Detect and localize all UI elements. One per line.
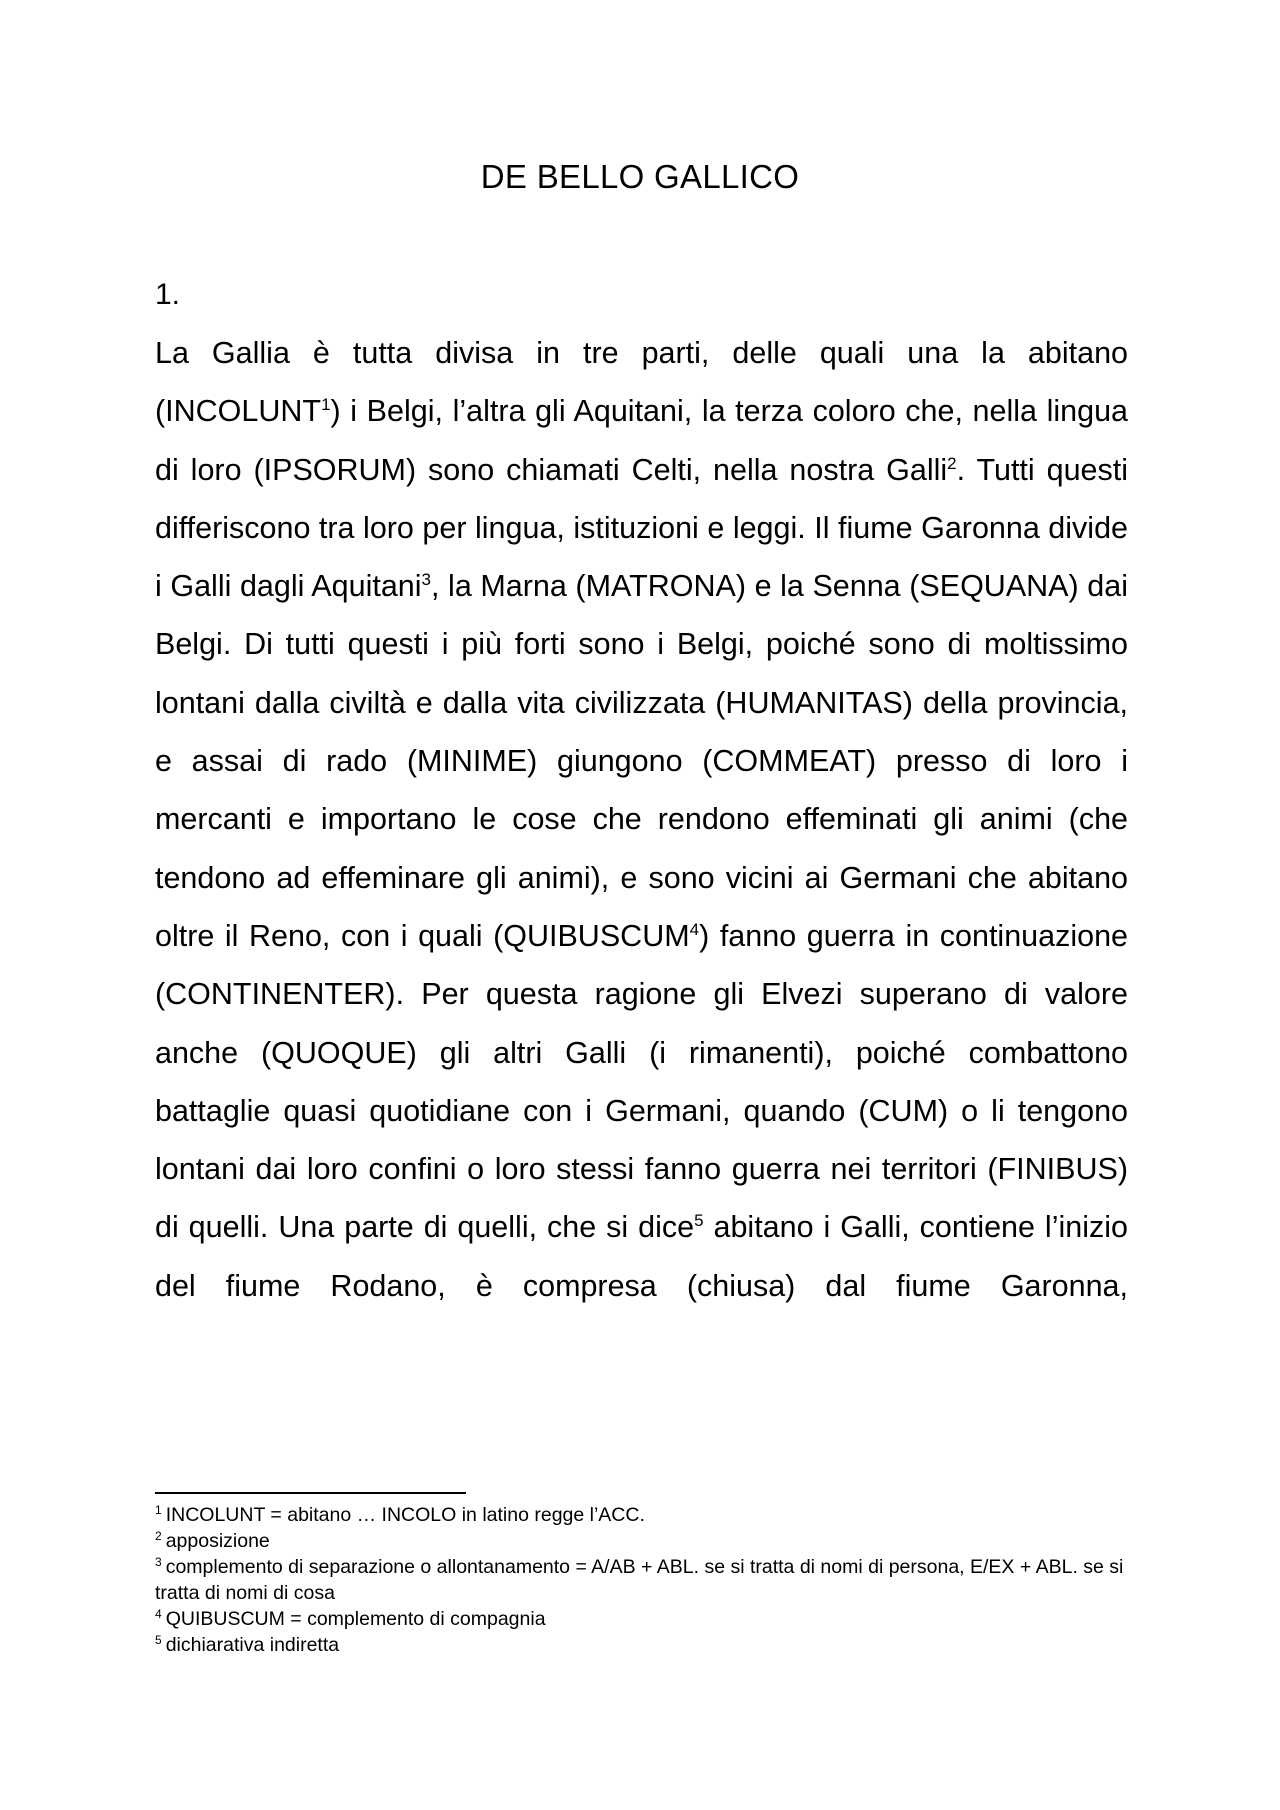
paragraph-text: ) fanno guerra in continuazione (CONTINENTER). Per questa ragione gli Elvezi superano di valore anche (QUOQUE) gli altri Galli (i rimanenti), poiché combattono battaglie quasi quotidiane con i Germani, quando (CUM) o li tengono lontani dai loro confini o loro stessi fanno guerra nei territori (FINIBUS) di quelli. Una parte di quelli, che si dice bbox=[155, 918, 1128, 1245]
footnote-number: 4 bbox=[155, 1606, 162, 1621]
footnote-number: 2 bbox=[155, 1528, 162, 1543]
paragraph-text: ) i Belgi, l’altra gli Aquitani, la terza coloro che, nella lingua di loro (IPSORUM) sono chiamati Celti, nella nostra Galli bbox=[155, 394, 1128, 487]
footnote-text: complemento di separazione o allontanamento = A/AB + ABL. se si tratta di nomi di persona, E/EX + ABL. se si tratta di nomi di cosa bbox=[155, 1556, 1124, 1604]
section-number: 1. bbox=[155, 278, 181, 311]
footnote-ref: 3 bbox=[421, 570, 431, 590]
footnote-number: 5 bbox=[155, 1632, 162, 1647]
body-paragraph bbox=[155, 324, 1128, 1315]
footnote-text: dichiarativa indiretta bbox=[165, 1634, 340, 1656]
paragraph-text: , la Marna (MATRONA) e la Senna (SEQUANA) dai Belgi. Di tutti questi i più forti sono i Belgi, poiché sono di moltissimo lontani dalla civiltà e dalla vita civilizzata (HUMANITAS) della provincia, e assai di rado (MINIME) giungono (COMMEAT) presso di loro i mercanti e importano le cose che rendono effeminati gli animi (che tendono ad effeminare gli animi), e sono vicini ai Germani che abitano oltre il Reno, con i quali (QUIBUSCUM bbox=[155, 569, 1128, 953]
footnote-number: 3 bbox=[155, 1554, 162, 1569]
footnote-text: QUIBUSCUM = complemento di compagnia bbox=[165, 1608, 546, 1630]
footnotes-list bbox=[155, 1502, 1130, 1658]
footnote-ref: 5 bbox=[694, 1211, 704, 1231]
footnote-separator bbox=[155, 1492, 466, 1494]
footnote-item bbox=[155, 1554, 1130, 1606]
footnote-ref: 2 bbox=[947, 453, 957, 473]
footnote-item bbox=[155, 1528, 1130, 1554]
footnote-text: apposizione bbox=[165, 1530, 270, 1552]
footnote-item bbox=[155, 1502, 1130, 1528]
footnote-ref: 1 bbox=[321, 395, 331, 415]
paragraph-text: . Tutti questi differiscono tra loro per lingua, istituzioni e leggi. Il fiume Garonna divide i Galli dagli Aquitani bbox=[155, 452, 1128, 604]
paragraph-text: La Gallia è tutta divisa in tre parti, delle quali una la abitano (INCOLUNT bbox=[155, 336, 1128, 429]
document-title: DE BELLO GALLICO bbox=[480, 158, 800, 195]
footnote-text: INCOLUNT = abitano … INCOLO in latino regge l’ACC. bbox=[165, 1504, 645, 1526]
paragraph-text: abitano i Galli, contiene l’inizio del fiume Rodano, è compresa (chiusa) dal fiume Garonna, bbox=[155, 1210, 1128, 1303]
footnote-number: 1 bbox=[155, 1502, 162, 1517]
footnote-item bbox=[155, 1632, 1130, 1658]
footnote-ref: 4 bbox=[689, 919, 700, 939]
footnote-item bbox=[155, 1606, 1130, 1632]
